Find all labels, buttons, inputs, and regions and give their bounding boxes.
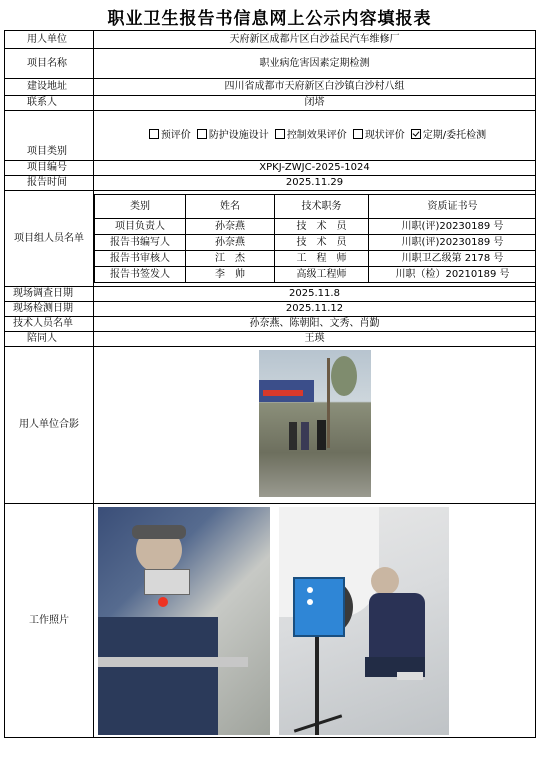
team-title: 技 术 员 — [275, 235, 369, 251]
value-contact: 闭塔 — [94, 96, 536, 111]
team-cert: 川职(评)20230189 号 — [369, 235, 536, 251]
checkbox-icon[interactable] — [275, 129, 285, 139]
project-type-label: 控制效果评价 — [286, 130, 347, 141]
label-survey-date: 现场调查日期 — [5, 287, 94, 302]
label-group-photo: 用人单位合影 — [5, 347, 94, 504]
team-name: 李 帅 — [186, 267, 275, 283]
project-type-options — [94, 111, 536, 161]
value-project-no: XPKJ-ZWJC-2025-1024 — [94, 161, 536, 176]
group-photo-cell — [94, 347, 536, 504]
label-work-photo: 工作照片 — [5, 504, 94, 738]
team-title: 技 术 员 — [275, 219, 369, 235]
label-companion: 陪同人 — [5, 332, 94, 347]
team-cert: 川职（检）20210189 号 — [369, 267, 536, 283]
checkbox-icon[interactable] — [197, 129, 207, 139]
page-title: 职业卫生报告书信息网上公示内容填报表 — [107, 9, 432, 29]
value-report-time: 2025.11.29 — [94, 176, 536, 191]
team-role: 报告书审核人 — [95, 251, 186, 267]
value-detect-date: 2025.11.12 — [94, 302, 536, 317]
value-address: 四川省成都市天府新区白沙镇白沙村八组 — [94, 79, 536, 96]
table-row — [95, 251, 536, 267]
table-row — [95, 219, 536, 235]
label-team: 项目组人员名单 — [5, 191, 94, 287]
disclosure-form — [4, 30, 536, 738]
team-role: 报告书编写人 — [95, 235, 186, 251]
team-title: 高级工程师 — [275, 267, 369, 283]
team-title: 工 程 师 — [275, 251, 369, 267]
project-type-label: 定期/委托检测 — [422, 130, 487, 141]
value-employer: 天府新区成都片区白沙益民汽车维修厂 — [94, 31, 536, 49]
value-project-name: 职业病危害因素定期检测 — [94, 49, 536, 79]
checkbox-icon[interactable] — [149, 129, 159, 139]
team-name: 江 杰 — [186, 251, 275, 267]
team-name: 孙奈燕 — [186, 219, 275, 235]
checkbox-icon[interactable] — [353, 129, 363, 139]
label-employer: 用人单位 — [5, 31, 94, 49]
team-cell — [94, 191, 536, 287]
label-project-name: 项目名称 — [5, 49, 94, 79]
label-project-no: 项目编号 — [5, 161, 94, 176]
team-header-role: 类别 — [95, 195, 186, 219]
team-header-row — [95, 195, 536, 219]
work-photo-cell — [94, 504, 536, 738]
team-cert: 川职(评)20230189 号 — [369, 219, 536, 235]
label-report-time: 报告时间 — [5, 176, 94, 191]
team-header-title: 技术职务 — [275, 195, 369, 219]
work-photo-1 — [98, 507, 270, 735]
label-detect-date: 现场检测日期 — [5, 302, 94, 317]
project-type-label: 预评价 — [160, 130, 191, 141]
label-contact: 联系人 — [5, 96, 94, 111]
value-survey-date: 2025.11.8 — [94, 287, 536, 302]
group-photo — [259, 350, 371, 497]
project-type-label: 防护设施设计 — [208, 130, 269, 141]
label-address: 建设地址 — [5, 79, 94, 96]
table-row — [95, 235, 536, 251]
checkbox-icon[interactable] — [411, 129, 421, 139]
team-header-cert: 资质证书号 — [369, 195, 536, 219]
label-tech-staff: 技术人员名单 — [5, 317, 94, 332]
team-header-name: 姓名 — [186, 195, 275, 219]
project-type-label: 现状评价 — [364, 130, 405, 141]
work-photo-2 — [279, 507, 449, 735]
team-name: 孙奈燕 — [186, 235, 275, 251]
label-project-type: 项目类别 — [5, 111, 94, 161]
table-row — [95, 267, 536, 283]
value-tech-staff: 孙奈燕、陈朝阳、文秀、肖勤 — [94, 317, 536, 332]
team-cert: 川职卫乙级第 2178 号 — [369, 251, 536, 267]
team-role: 报告书签发人 — [95, 267, 186, 283]
value-companion: 王瑛 — [94, 332, 536, 347]
team-role: 项目负责人 — [95, 219, 186, 235]
team-table — [94, 194, 536, 283]
